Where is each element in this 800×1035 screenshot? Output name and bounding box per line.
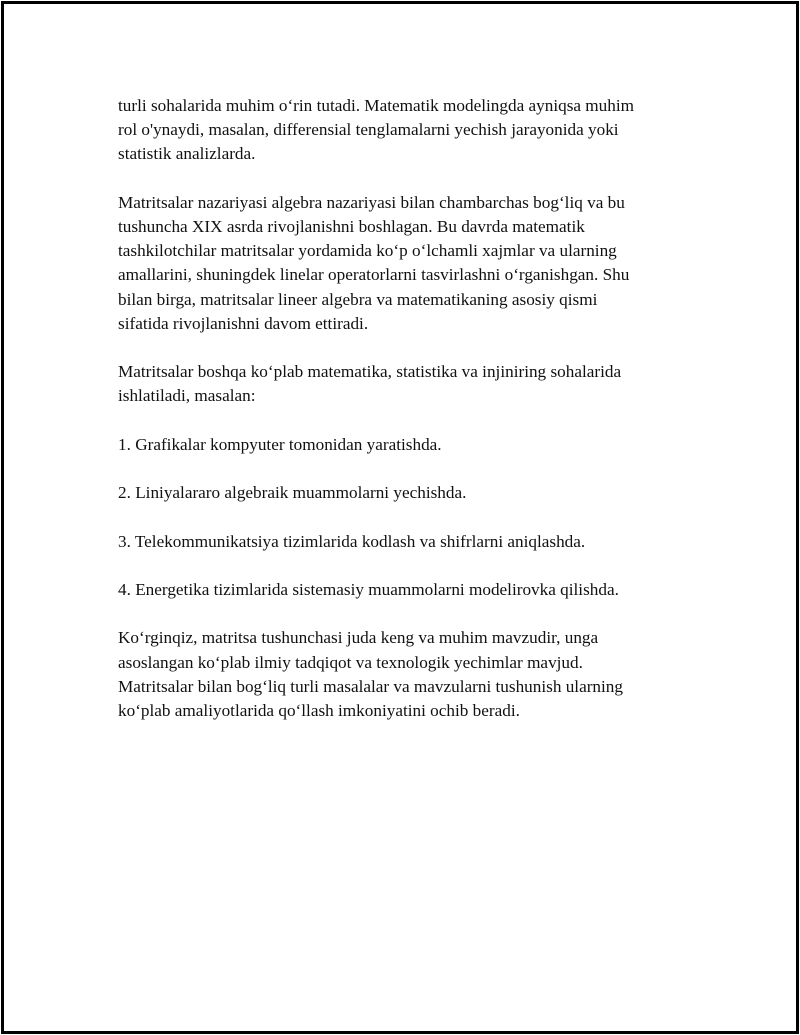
- list-item-2: 2. Liniyalararo algebraik muammolarni yechishda.: [118, 483, 467, 503]
- paragraph-intro-continuation: turli sohalarida muhim o‘rin tutadi. Matematik modelingda ayniqsa muhim rol o'ynaydi, masalan, differensial tenglamalarni yechish jarayonida yoki statistik analizlarda.: [118, 96, 635, 164]
- document-body: [118, 94, 688, 747]
- paragraph-matrix-theory-history: Matritsalar nazariyasi algebra nazariyasi bilan chambarchas bog‘liq va bu tushuncha XIX asrda rivojlanishni boshlagan. Bu davrda matematik tashkilotchilar matritsalar yordamida ko‘p o‘lchamli xajmlar va ularning amallarini, shuningdek linelar operatorlarni tasvirlashni o‘rganishgan. Shu bilan birga, matritsalar lineer algebra va matematikaning asosiy qismi sifatida rivojlanishni davom ettiradi.: [118, 192, 630, 333]
- paragraph-conclusion: Ko‘rginqiz, matritsa tushunchasi juda keng va muhim mavzudir, unga asoslangan ko‘plab ilmiy tadqiqot va texnologik yechimlar mavjud. Matritsalar bilan bog‘liq turli masalalar va mavzularni tushunish ularning ko‘plab amaliyotlarida qo‘llash imkoniyatini ochib beradi.: [118, 628, 623, 720]
- list-item-3: 3. Telekommunikatsiya tizimlarida kodlash va shifrlarni aniqlashda.: [118, 531, 586, 551]
- paragraph-applications-intro: Matritsalar boshqa ko‘plab matematika, statistika va injiniring sohalarida ishlatiladi, masalan:: [118, 362, 622, 406]
- list-item-4: 4. Energetika tizimlarida sistemasiy muammolarni modelirovka qilishda.: [118, 579, 619, 599]
- list-item-1: 1. Grafikalar kompyuter tomonidan yaratishda.: [118, 434, 442, 454]
